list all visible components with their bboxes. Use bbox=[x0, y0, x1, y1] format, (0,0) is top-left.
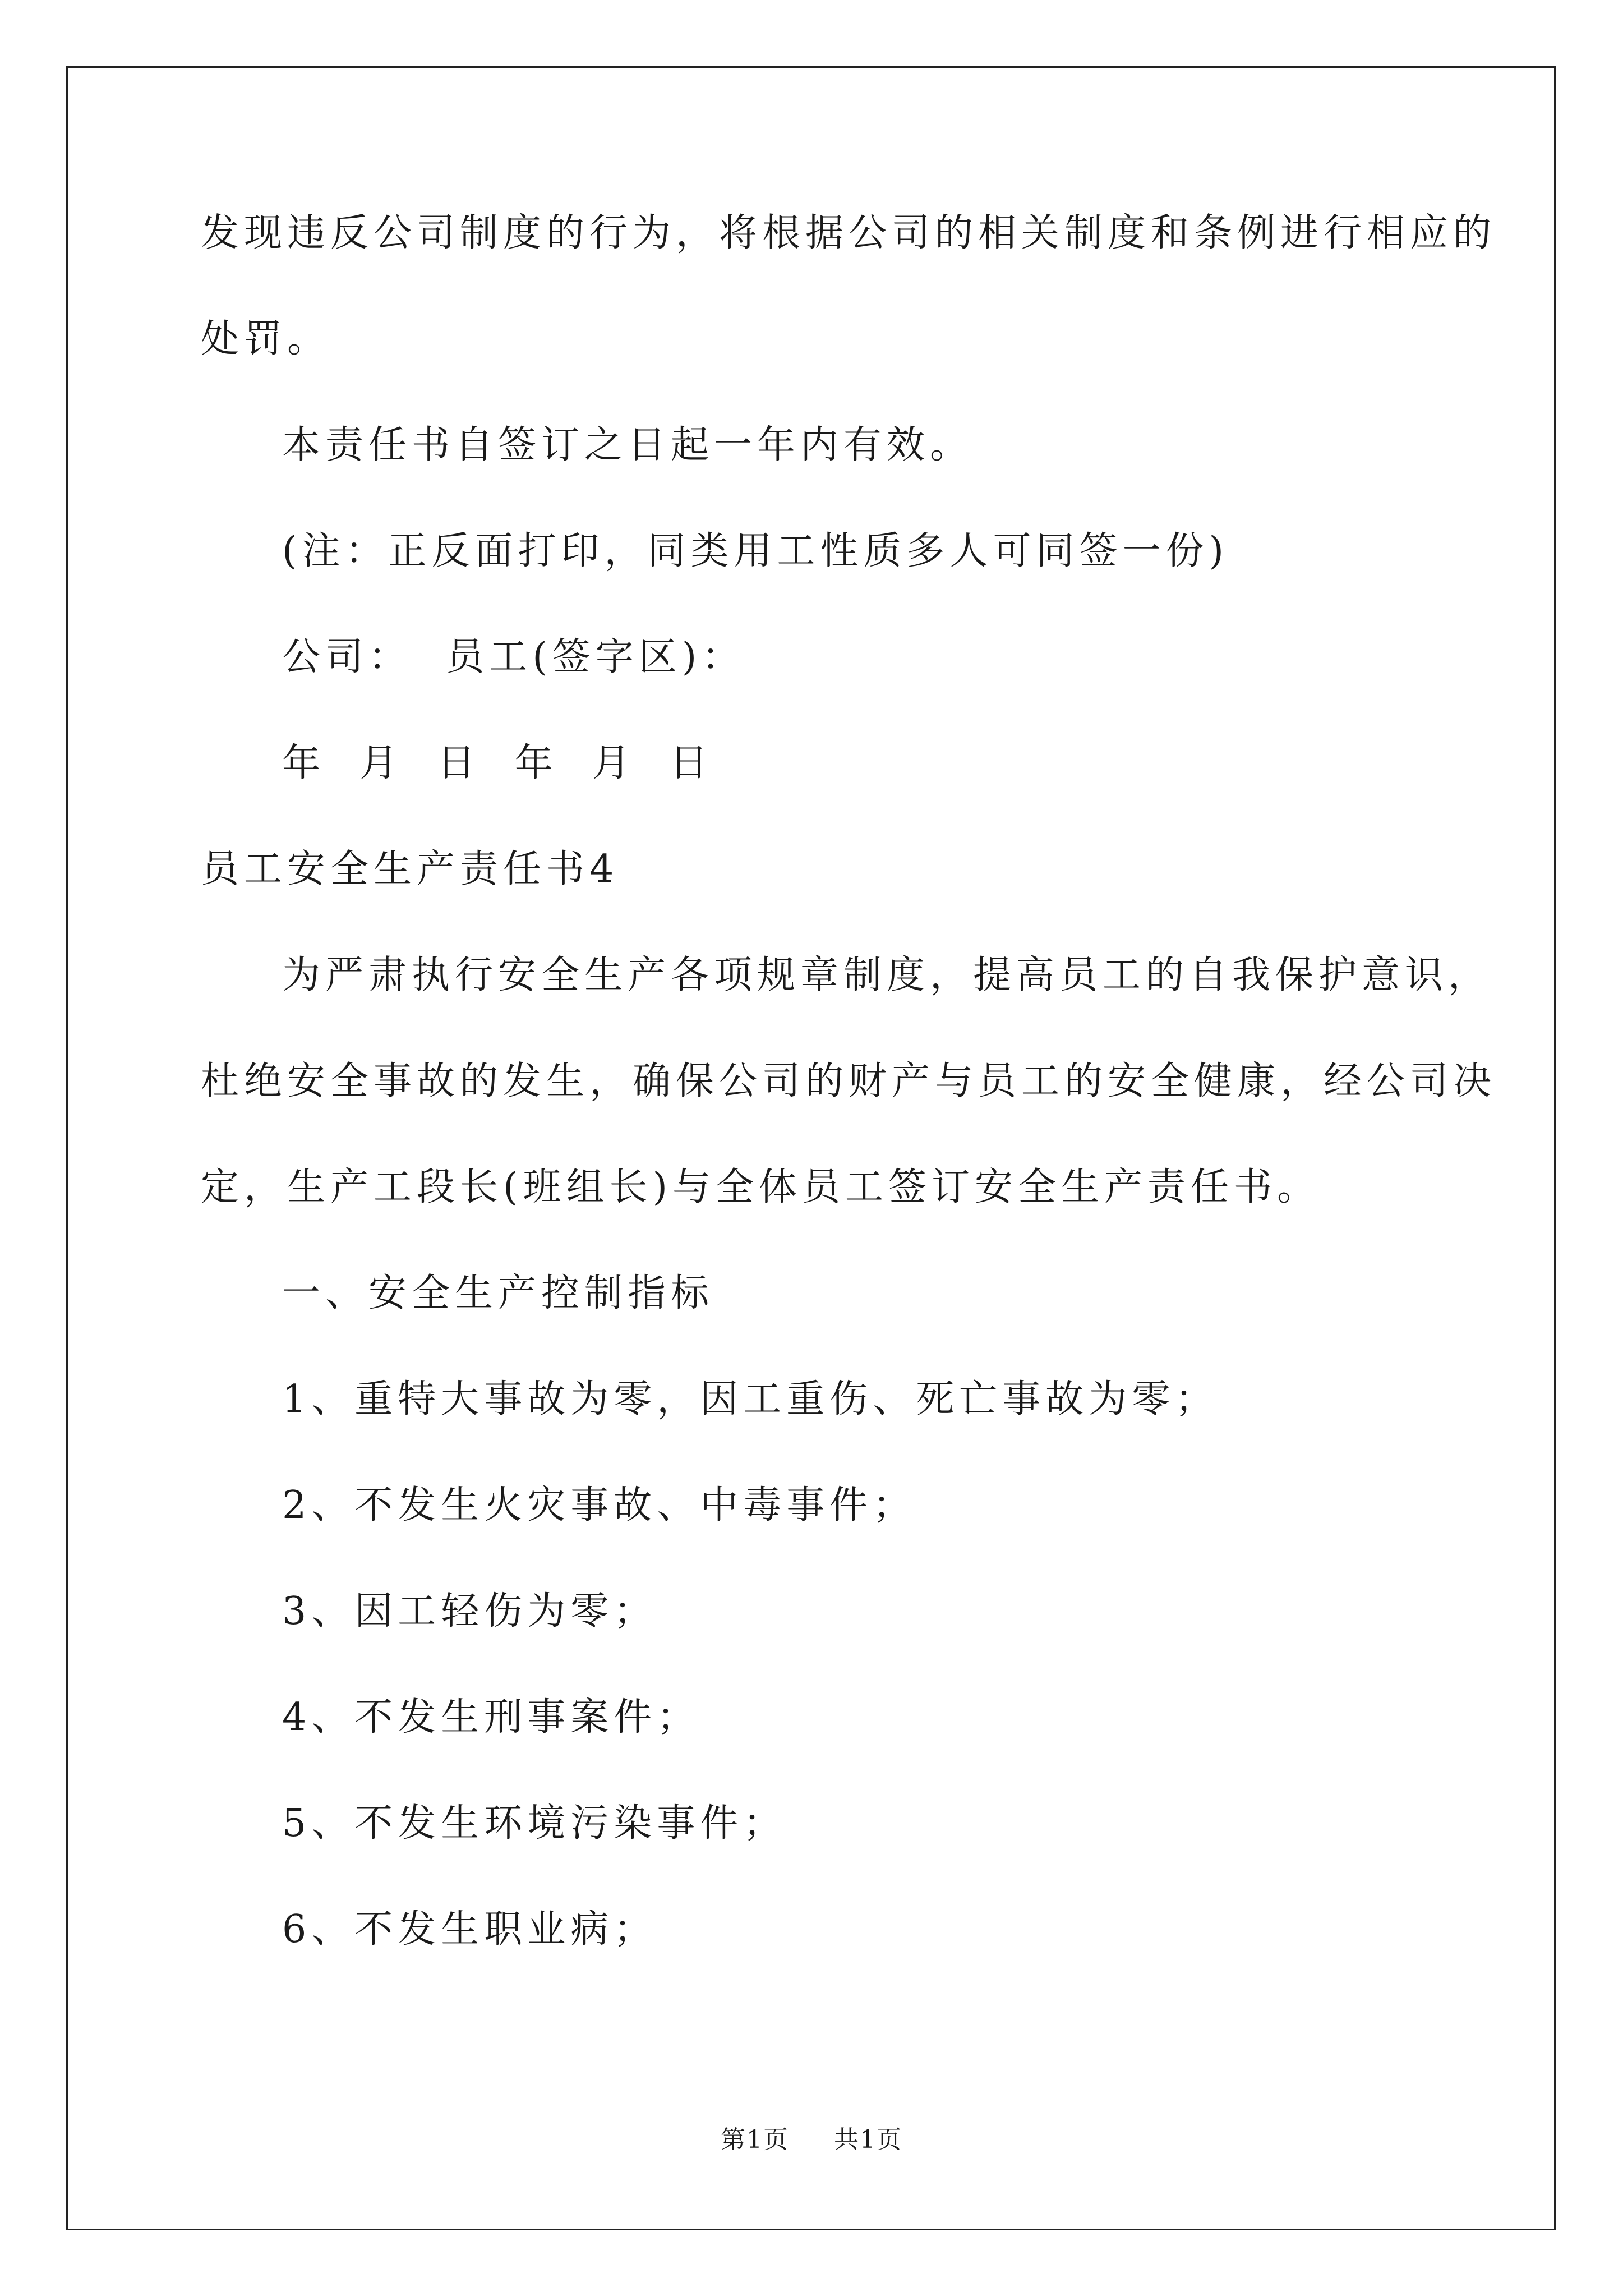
list-item: 1、重特大事故为零，因工重伤、死亡事故为零； bbox=[282, 1377, 1219, 1421]
signature-line: 公司： 员工(签字区)： bbox=[282, 635, 745, 679]
paragraph-line: (注：正反面打印，同类用工性质多人可同签一份) bbox=[282, 529, 1229, 573]
paragraph-line: 定，生产工段长(班组长)与全体员工签订安全生产责任书。 bbox=[201, 1165, 1321, 1209]
paragraph-line: 本责任书自签订之日起一年内有效。 bbox=[282, 423, 974, 467]
list-item: 3、因工轻伤为零； bbox=[282, 1589, 657, 1634]
section-title: 员工安全生产责任书4 bbox=[201, 847, 619, 891]
list-item: 6、不发生职业病； bbox=[282, 1907, 657, 1952]
section-heading: 一、安全生产控制指标 bbox=[282, 1271, 714, 1315]
document-body bbox=[201, 211, 1497, 2016]
list-item: 4、不发生刑事案件； bbox=[282, 1695, 700, 1740]
page-number-current: 第1页 bbox=[721, 2125, 789, 2154]
paragraph-line: 为严肃执行安全生产各项规章制度，提高员工的自我保护意识， bbox=[282, 953, 1492, 997]
date-line: 年 月 日 年 月 日 bbox=[282, 741, 713, 785]
list-item: 2、不发生火灾事故、中毒事件； bbox=[282, 1483, 916, 1527]
list-item: 5、不发生环境污染事件； bbox=[282, 1801, 787, 1846]
page-footer bbox=[0, 2126, 1623, 2154]
paragraph-line: 杜绝安全事故的发生，确保公司的财产与员工的安全健康，经公司决 bbox=[201, 1059, 1497, 1103]
paragraph-line: 处罚。 bbox=[201, 317, 331, 361]
paragraph-line: 发现违反公司制度的行为，将根据公司的相关制度和条例进行相应的 bbox=[201, 211, 1497, 255]
page-number-total: 共1页 bbox=[834, 2125, 902, 2154]
